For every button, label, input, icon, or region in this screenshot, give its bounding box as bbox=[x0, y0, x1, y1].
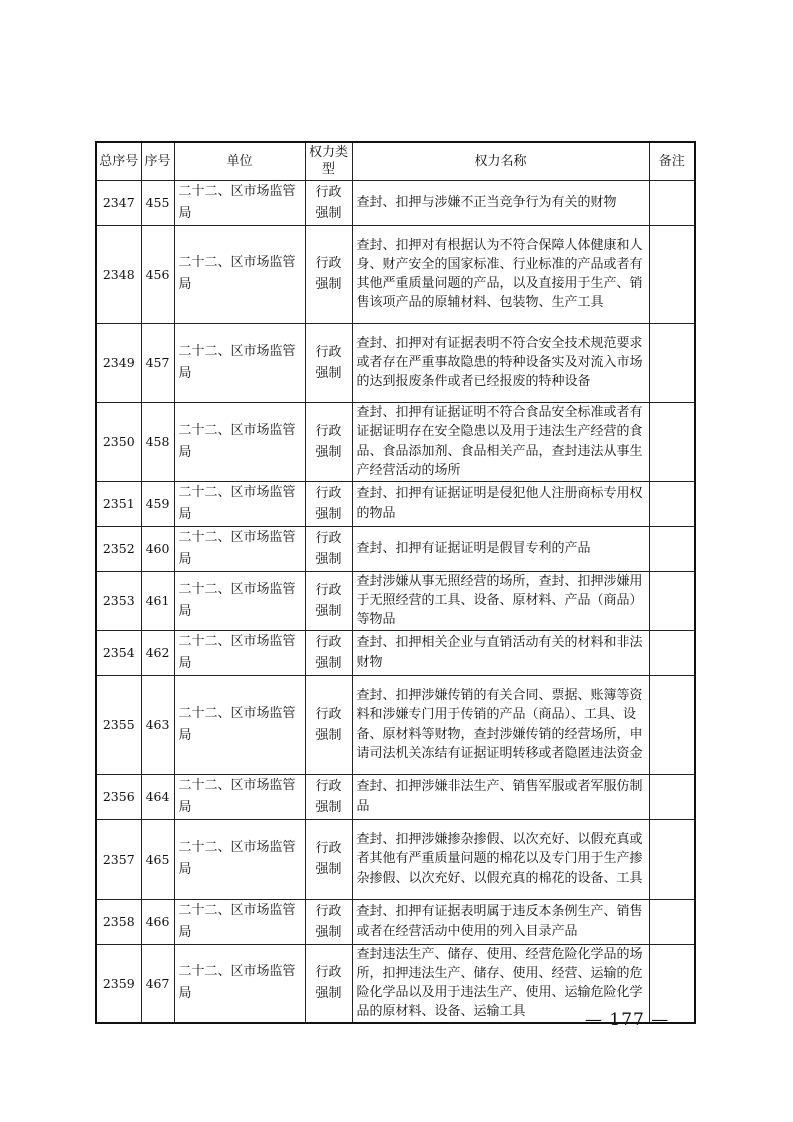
unit-cell: 二十二、区市场监管局 bbox=[174, 180, 305, 225]
remark-cell bbox=[649, 481, 695, 526]
header-remark: 备注 bbox=[649, 142, 695, 180]
power-type-cell: 行政强制 bbox=[305, 225, 352, 323]
table-row bbox=[96, 481, 695, 526]
seq-no-cell: 464 bbox=[141, 774, 174, 819]
total-no-cell: 2351 bbox=[96, 481, 141, 526]
unit-cell: 二十二、区市场监管局 bbox=[174, 323, 305, 402]
seq-no-cell: 458 bbox=[141, 402, 174, 481]
unit-cell: 二十二、区市场监管局 bbox=[174, 675, 305, 774]
unit-cell: 二十二、区市场监管局 bbox=[174, 630, 305, 675]
total-no-cell: 2348 bbox=[96, 225, 141, 323]
table-row bbox=[96, 180, 695, 225]
power-list-table bbox=[95, 141, 696, 1024]
power-type-cell: 行政强制 bbox=[305, 819, 352, 899]
power-name-cell: 查封、扣押对有证据表明不符合安全技术规范要求或者存在严重事故隐患的特种设备实及对流入市场的达到报废条件或者已经报废的特种设备 bbox=[352, 323, 649, 402]
remark-cell bbox=[649, 225, 695, 323]
seq-no-cell: 459 bbox=[141, 481, 174, 526]
remark-cell bbox=[649, 180, 695, 225]
seq-no-cell: 462 bbox=[141, 630, 174, 675]
table-header-row bbox=[96, 142, 695, 180]
power-name-cell: 查封、扣押有证据证明是侵犯他人注册商标专用权的物品 bbox=[352, 481, 649, 526]
table-row bbox=[96, 323, 695, 402]
table-row bbox=[96, 225, 695, 323]
power-type-cell: 行政强制 bbox=[305, 571, 352, 630]
header-unit: 单位 bbox=[174, 142, 305, 180]
seq-no-cell: 456 bbox=[141, 225, 174, 323]
table-row bbox=[96, 899, 695, 944]
power-name-cell: 查封违法生产、储存、使用、经营危险化学品的场所，扣押违法生产、储存、使用、经营、运输的危险化学品以及用于违法生产、使用、运输危险化学品的原材料、设备、运输工具 bbox=[352, 944, 649, 1023]
remark-cell bbox=[649, 323, 695, 402]
remark-cell bbox=[649, 899, 695, 944]
unit-cell: 二十二、区市场监管局 bbox=[174, 526, 305, 571]
power-type-cell: 行政强制 bbox=[305, 630, 352, 675]
power-name-cell: 查封涉嫌从事无照经营的场所，查封、扣押涉嫌用于无照经营的工具、设备、原材料、产品（商品）等物品 bbox=[352, 571, 649, 630]
seq-no-cell: 455 bbox=[141, 180, 174, 225]
seq-no-cell: 466 bbox=[141, 899, 174, 944]
total-no-cell: 2354 bbox=[96, 630, 141, 675]
total-no-cell: 2359 bbox=[96, 944, 141, 1023]
remark-cell bbox=[649, 571, 695, 630]
unit-cell: 二十二、区市场监管局 bbox=[174, 899, 305, 944]
seq-no-cell: 461 bbox=[141, 571, 174, 630]
remark-cell bbox=[649, 675, 695, 774]
total-no-cell: 2347 bbox=[96, 180, 141, 225]
total-no-cell: 2352 bbox=[96, 526, 141, 571]
total-no-cell: 2353 bbox=[96, 571, 141, 630]
power-name-cell: 查封、扣押涉嫌传销的有关合同、票据、账簿等资料和涉嫌专门用于传销的产品（商品）、工具、设备、原材料等财物，查封涉嫌传销的经营场所，申请司法机关冻结有证据证明转移或者隐匿违法资金 bbox=[352, 675, 649, 774]
table-row bbox=[96, 630, 695, 675]
power-type-cell: 行政强制 bbox=[305, 675, 352, 774]
header-total-no: 总序号 bbox=[96, 142, 141, 180]
table-row bbox=[96, 571, 695, 630]
remark-cell bbox=[649, 526, 695, 571]
seq-no-cell: 465 bbox=[141, 819, 174, 899]
remark-cell bbox=[649, 819, 695, 899]
page-number: — 177 — bbox=[585, 1010, 670, 1030]
remark-cell bbox=[649, 774, 695, 819]
header-seq-no: 序号 bbox=[141, 142, 174, 180]
power-name-cell: 查封、扣押对有根据认为不符合保障人体健康和人身、财产安全的国家标准、行业标准的产品或者有其他严重质量问题的产品，以及直接用于生产、销售该项产品的原辅材料、包装物、生产工具 bbox=[352, 225, 649, 323]
seq-no-cell: 463 bbox=[141, 675, 174, 774]
power-name-cell: 查封、扣押涉嫌非法生产、销售军服或者军服仿制品 bbox=[352, 774, 649, 819]
power-name-cell: 查封、扣押有证据表明属于违反本条例生产、销售或者在经营活动中使用的列入目录产品 bbox=[352, 899, 649, 944]
total-no-cell: 2350 bbox=[96, 402, 141, 481]
unit-cell: 二十二、区市场监管局 bbox=[174, 944, 305, 1023]
power-type-cell: 行政强制 bbox=[305, 481, 352, 526]
remark-cell bbox=[649, 402, 695, 481]
total-no-cell: 2349 bbox=[96, 323, 141, 402]
header-power-type: 权力类型 bbox=[305, 142, 352, 180]
unit-cell: 二十二、区市场监管局 bbox=[174, 225, 305, 323]
table-row bbox=[96, 402, 695, 481]
power-type-cell: 行政强制 bbox=[305, 899, 352, 944]
unit-cell: 二十二、区市场监管局 bbox=[174, 774, 305, 819]
power-type-cell: 行政强制 bbox=[305, 944, 352, 1023]
unit-cell: 二十二、区市场监管局 bbox=[174, 571, 305, 630]
power-name-cell: 查封、扣押涉嫌掺杂掺假、以次充好、以假充真或者其他有严重质量问题的棉花以及专门用于生产掺杂掺假、以次充好、以假充真的棉花的设备、工具 bbox=[352, 819, 649, 899]
total-no-cell: 2358 bbox=[96, 899, 141, 944]
seq-no-cell: 467 bbox=[141, 944, 174, 1023]
power-name-cell: 查封、扣押相关企业与直销活动有关的材料和非法财物 bbox=[352, 630, 649, 675]
power-name-cell: 查封、扣押有证据证明是假冒专利的产品 bbox=[352, 526, 649, 571]
power-type-cell: 行政强制 bbox=[305, 323, 352, 402]
table-row bbox=[96, 774, 695, 819]
seq-no-cell: 460 bbox=[141, 526, 174, 571]
power-name-cell: 查封、扣押有证据证明不符合食品安全标准或者有证据证明存在安全隐患以及用于违法生产经营的食品、食品添加剂、食品相关产品，查封违法从事生产经营活动的场所 bbox=[352, 402, 649, 481]
power-name-cell: 查封、扣押与涉嫌不正当竞争行为有关的财物 bbox=[352, 180, 649, 225]
table-row bbox=[96, 819, 695, 899]
total-no-cell: 2357 bbox=[96, 819, 141, 899]
total-no-cell: 2355 bbox=[96, 675, 141, 774]
unit-cell: 二十二、区市场监管局 bbox=[174, 402, 305, 481]
unit-cell: 二十二、区市场监管局 bbox=[174, 481, 305, 526]
power-type-cell: 行政强制 bbox=[305, 526, 352, 571]
table-row bbox=[96, 526, 695, 571]
table-row bbox=[96, 675, 695, 774]
power-type-cell: 行政强制 bbox=[305, 774, 352, 819]
seq-no-cell: 457 bbox=[141, 323, 174, 402]
power-type-cell: 行政强制 bbox=[305, 402, 352, 481]
total-no-cell: 2356 bbox=[96, 774, 141, 819]
remark-cell bbox=[649, 630, 695, 675]
unit-cell: 二十二、区市场监管局 bbox=[174, 819, 305, 899]
header-power-name: 权力名称 bbox=[352, 142, 649, 180]
power-type-cell: 行政强制 bbox=[305, 180, 352, 225]
table-body bbox=[96, 180, 695, 1023]
